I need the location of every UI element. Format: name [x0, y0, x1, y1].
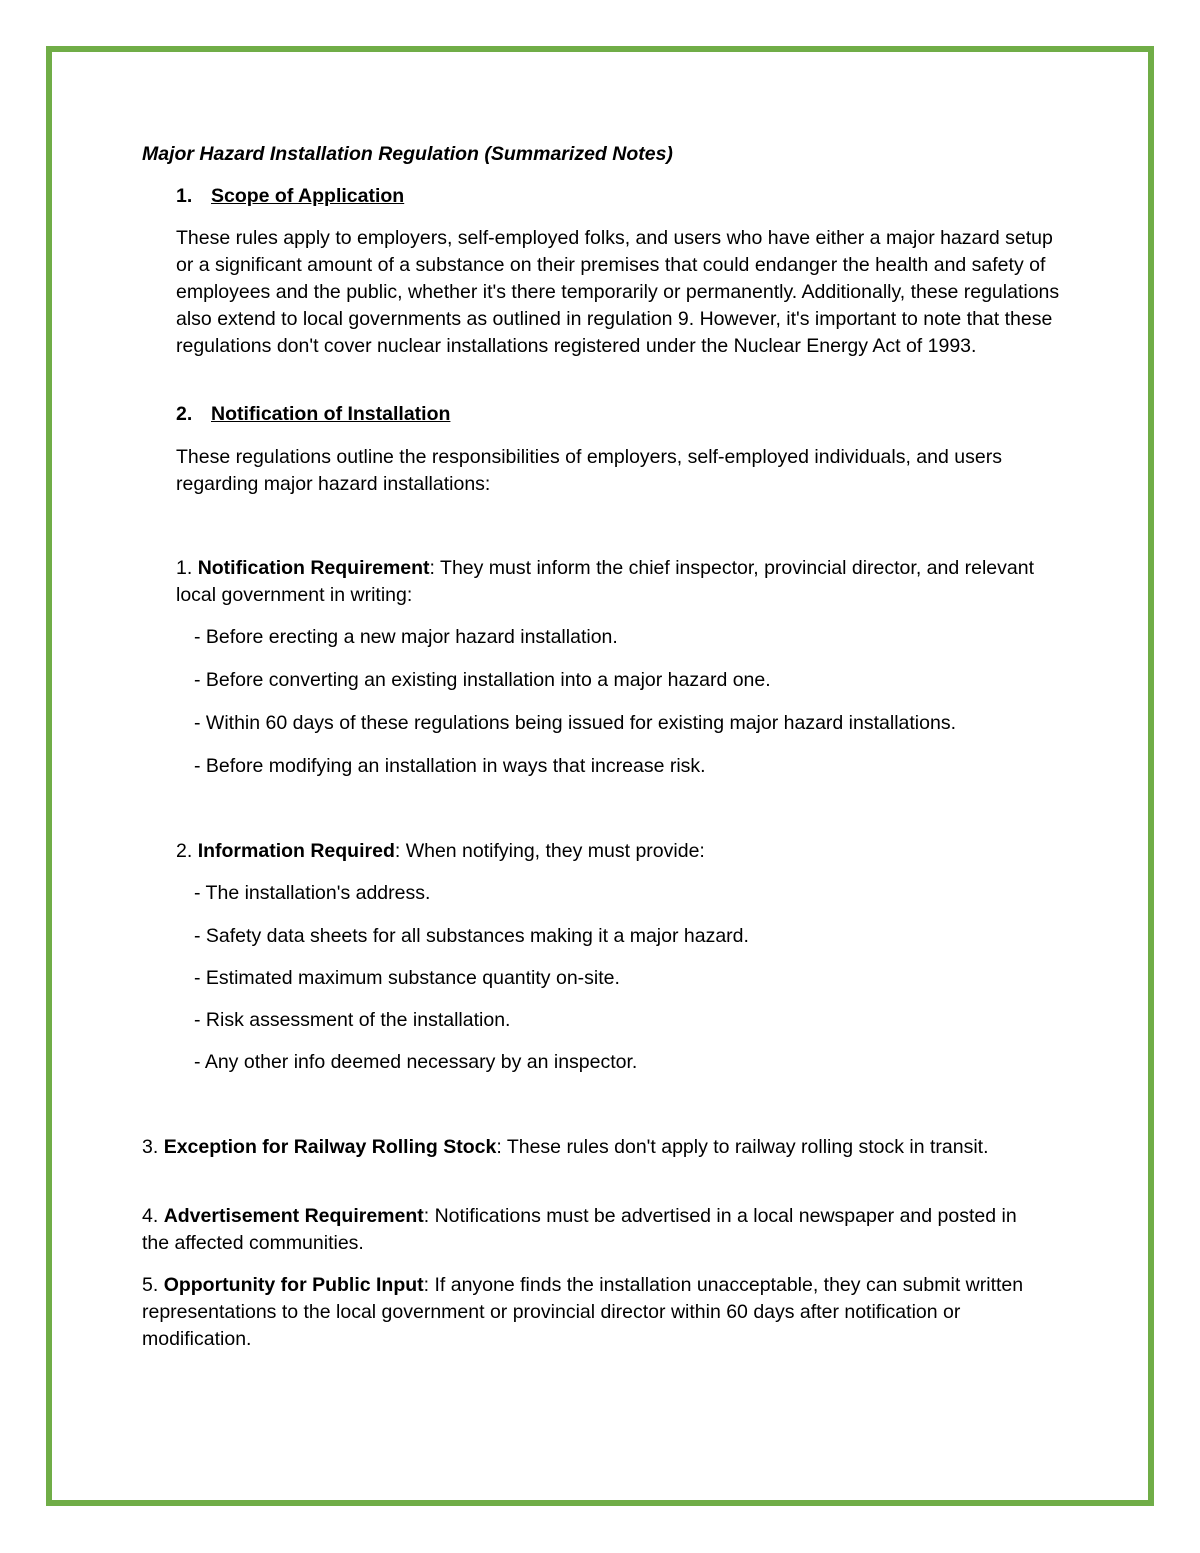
bullet-item: - Estimated maximum substance quantity on-site.: [194, 967, 620, 989]
bullet-item: - Before modifying an installation in ways that increase risk.: [194, 755, 706, 777]
item-text: : If anyone finds the installation unacceptable, they can submit written representations to the local government or provincial director within 60 days after notification or modification.: [142, 1274, 1024, 1350]
section-heading: [176, 183, 404, 210]
bullet-item: - The installation's address.: [194, 882, 431, 904]
item-label: Notification Requirement: [197, 557, 430, 579]
bullet-item: - Before erecting a new major hazard installation.: [194, 626, 618, 648]
section-heading: [176, 401, 450, 428]
item-number: 4.: [142, 1205, 164, 1227]
item-label: Exception for Railway Rolling Stock: [163, 1136, 497, 1158]
section-heading-label: Notification of Installation: [211, 403, 451, 425]
list-item: [142, 1272, 1062, 1353]
section-body: These regulations outline the responsibilities of employers, self-employed individuals, and users regarding major hazard installations:: [176, 446, 1002, 495]
bullet-item: - Before converting an existing installation into a major hazard one.: [194, 669, 771, 691]
item-text: : Notifications must be advertised in a local newspaper and posted in the affected communities.: [142, 1205, 1017, 1254]
bullet-item: - Within 60 days of these regulations being issued for existing major hazard installations.: [194, 712, 956, 734]
item-label: Information Required: [197, 840, 395, 862]
bullet-item: - Any other info deemed necessary by an inspector.: [194, 1051, 638, 1073]
item-text: : They must inform the chief inspector, provincial director, and relevant local government in writing:: [176, 557, 1034, 606]
list-item: [176, 555, 1066, 609]
bullet-item: - Risk assessment of the installation.: [194, 1009, 511, 1031]
list-item: [176, 838, 705, 865]
section-number: 2.: [176, 403, 193, 425]
list-item: [142, 1134, 1042, 1161]
item-text: : These rules don't apply to railway rolling stock in transit.: [496, 1136, 989, 1158]
item-label: Advertisement Requirement: [163, 1205, 424, 1227]
section-number: 1.: [176, 185, 193, 207]
item-label: Opportunity for Public Input: [163, 1274, 424, 1296]
item-number: 1.: [176, 557, 198, 579]
item-number: 3.: [142, 1136, 164, 1158]
list-item: [142, 1203, 1042, 1257]
item-number: 2.: [176, 840, 198, 862]
document-title: Major Hazard Installation Regulation (Summarized Notes): [142, 143, 673, 165]
bullet-item: - Safety data sheets for all substances making it a major hazard.: [194, 925, 749, 947]
section-body: These rules apply to employers, self-employed folks, and users who have either a major hazard setup or a significant amount of a substance on their premises that could endanger the health and safety of employees and the public, whether it's there temporarily or permanently. Additionally, these regulations also extend to local governments as outlined in regulation 9. However, it's important to note that these regulations don't cover nuclear installations registered under the Nuclear Energy Act of 1993.: [176, 227, 1060, 357]
item-number: 5.: [142, 1274, 164, 1296]
item-text: : When notifying, they must provide:: [394, 840, 705, 862]
section-heading-label: Scope of Application: [211, 185, 405, 207]
